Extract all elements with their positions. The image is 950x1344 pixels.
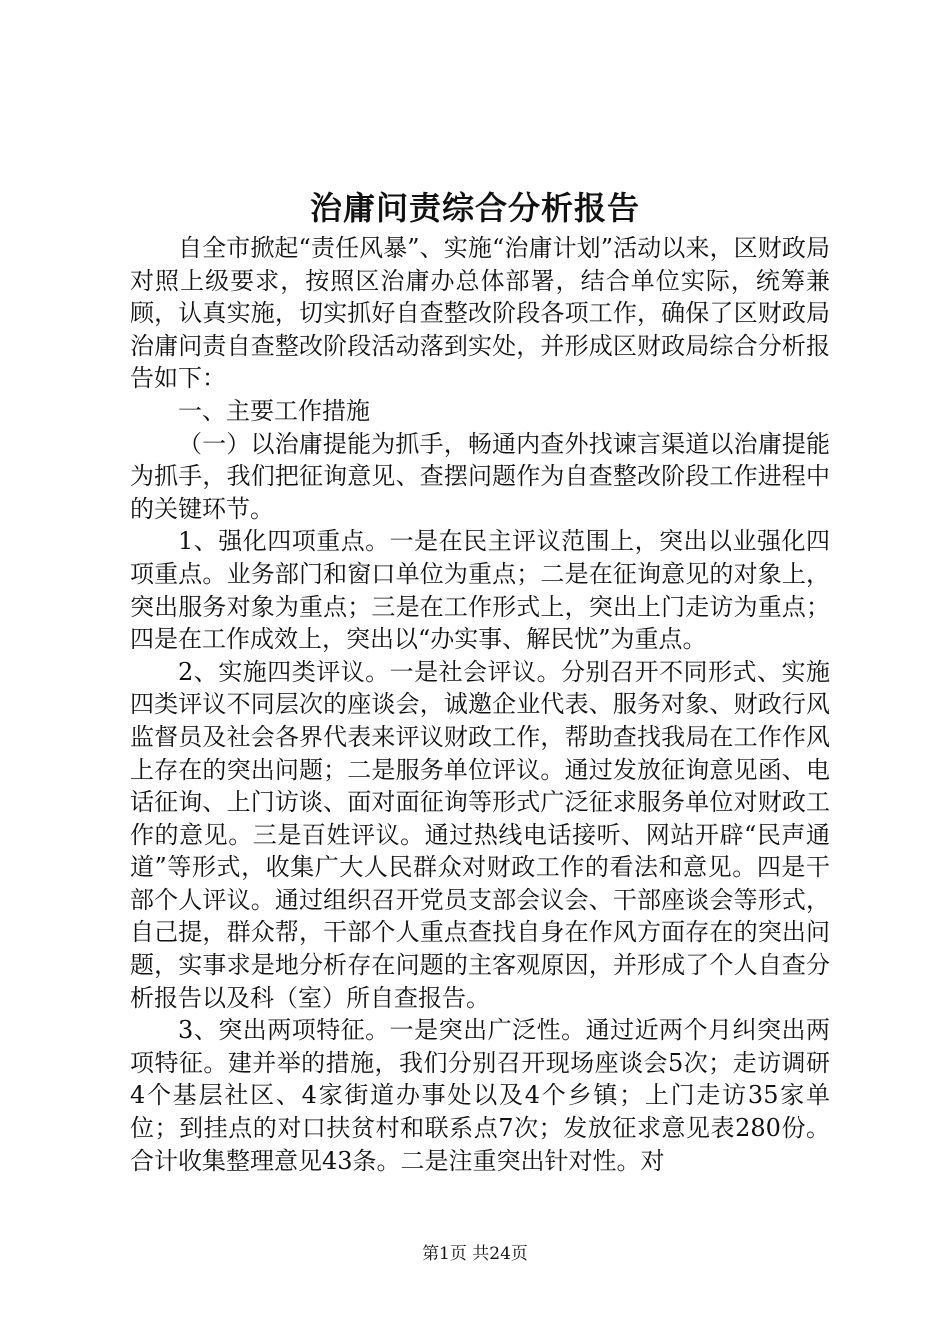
intro-paragraph: 自全市掀起“责任风暴”、实施“治庸计划”活动以来，区财政局对照上级要求，按照区治庸办总体部署，结合单位实际，统筹兼顾，认真实施，切实抓好自查整改阶段各项工作，确保了区财政局治庸问责自查整改阶段活动落到实处，并形成区财政局综合分析报告如下： xyxy=(130,234,830,393)
document-body xyxy=(130,232,830,1177)
document-title: 治庸问责综合分析报告 xyxy=(309,189,640,227)
item-paragraph-2: 2、实施四类评议。一是社会评议。分别召开不同形式、实施四类评议不同层次的座谈会，诚邀企业代表、服务对象、财政行风监督员及社会各界代表来评议财政工作，帮助查找我局在工作作风上存在的突出问题；二是服务单位评议。通过发放征询意见函、电话征询、上门访谈、面对面征询等形式广泛征求服务单位对财政工作的意见。三是百姓评议。通过热线电话接听、网站开辟“民声通道”等形式，收集广大人民群众对财政工作的看法和意见。四是干部个人评议。通过组织召开党员支部会议会、干部座谈会等形式，自己提，群众帮，干部个人重点查找自身在作风方面存在的突出问题，实事求是地分析存在问题的主客观原因，并形成了个人自查分析报告以及科（室）所自查报告。 xyxy=(130,657,830,1012)
subsection-paragraph: （一）以治庸提能为抓手，畅通内查外找谏言渠道以治庸提能为抓手，我们把征询意见、查摆问题作为自查整改阶段工作进程中的关键环节。 xyxy=(130,429,830,523)
page-number-footer: 第1页 共24页 xyxy=(422,1244,528,1264)
item-paragraph-1: 1、强化四项重点。一是在民主评议范围上，突出以业强化四项重点。业务部门和窗口单位为重点；二是在征询意见的对象上，突出服务对象为重点；三是在工作形式上，突出上门走访为重点；四是在工作成效上，突出以“办实事、解民忧”为重点。 xyxy=(130,527,830,654)
section-heading: 一、主要工作措施 xyxy=(178,396,370,425)
item-paragraph-3: 3、突出两项特征。一是突出广泛性。通过近两个月纠突出两项特征。建并举的措施，我们分别召开现场座谈会5次；走访调研4个基层社区、4家街道办事处以及4个乡镇；上门走访35家单位；到挂点的对口扶贫村和联系点7次；发放征求意见表280份。合计收集整理意见43条。二是注重突出针对性。对 xyxy=(130,1016,830,1175)
